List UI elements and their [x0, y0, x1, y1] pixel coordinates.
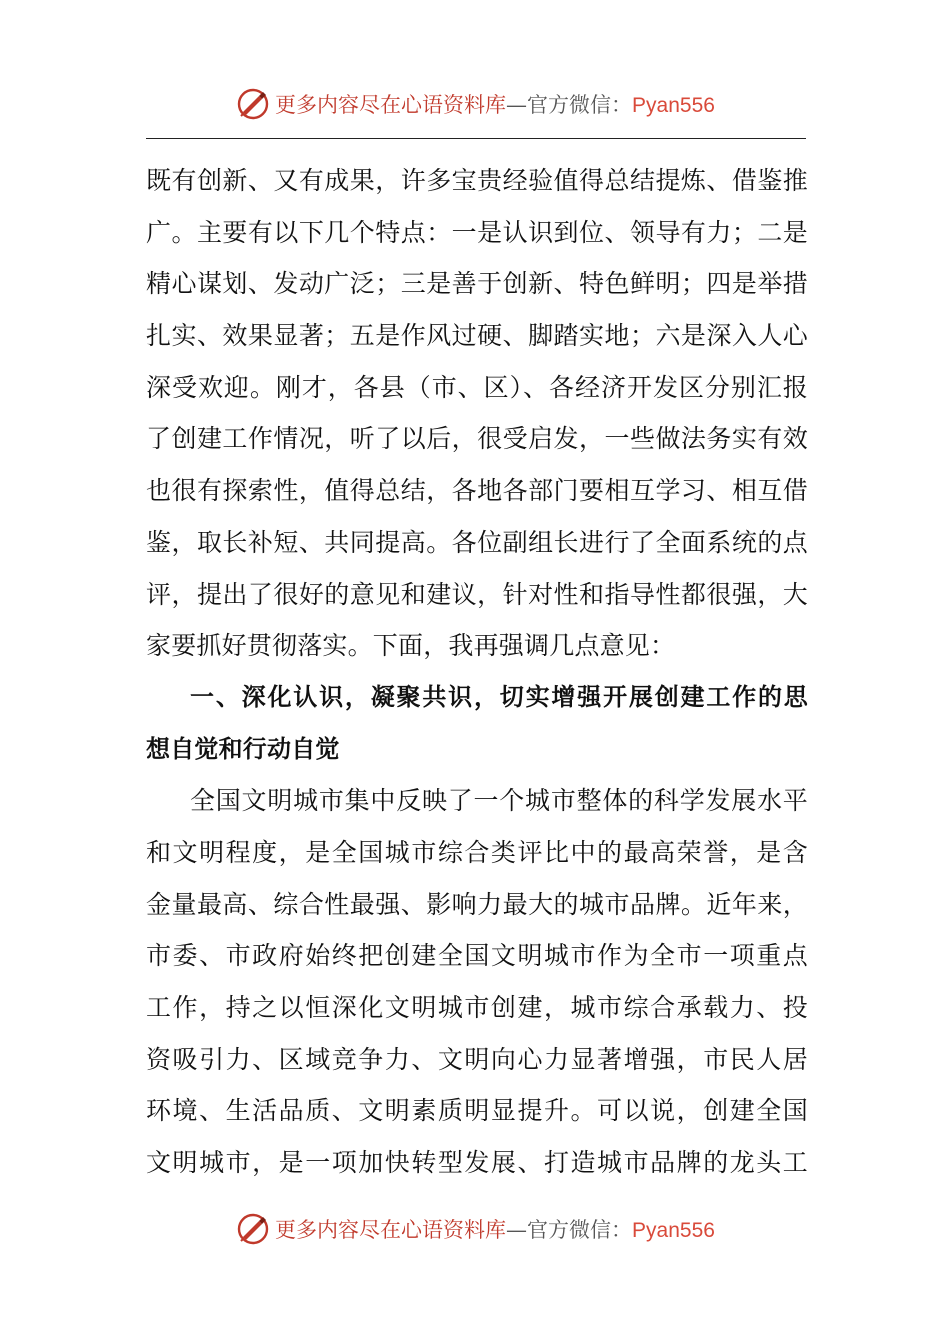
header-separator: — — [506, 93, 528, 117]
section-heading: 一、深化认识，凝聚共识，切实增强开展创建工作的思 — [190, 682, 808, 711]
section-heading: 想自觉和行动自觉 — [146, 734, 340, 763]
paragraph-line: 也很有探索性，值得总结，各地各部门要相互学习、相互借 — [146, 476, 808, 506]
footer-separator: — — [506, 1218, 528, 1242]
paragraph-line: 精心谋划、发动广泛；三是善于创新、特色鲜明；四是举措 — [146, 269, 808, 299]
paragraph-line: 广。主要有以下几个特点：一是认识到位、领导有力；二是 — [146, 217, 808, 247]
footer-wechat-label: 官方微信： — [527, 1218, 633, 1242]
paragraph-line: 资吸引力、区域竞争力、文明向心力显著增强，市民人居 — [146, 1044, 808, 1074]
document-body — [146, 155, 808, 1189]
pen-logo-icon — [235, 86, 271, 122]
paragraph-line: 环境、生活品质、文明素质明显提升。可以说，创建全国 — [146, 1096, 808, 1126]
paragraph-line: 全国文明城市集中反映了一个城市整体的科学发展水平 — [190, 786, 808, 816]
header-divider — [146, 138, 806, 139]
paragraph-line: 工作，持之以恒深化文明城市创建，城市综合承载力、投 — [146, 993, 808, 1022]
pen-logo-icon — [235, 1211, 271, 1247]
header-site-name: 更多内容尽在心语资料库 — [275, 93, 507, 117]
paragraph-line: 文明城市，是一项加快转型发展、打造城市品牌的龙头工 — [146, 1148, 808, 1178]
paragraph-line: 金量最高、综合性最强、影响力最大的城市品牌。近年来， — [146, 889, 808, 919]
footer-banner — [0, 1207, 950, 1251]
paragraph-line: 市委、市政府始终把创建全国文明城市作为全市一项重点 — [146, 941, 808, 971]
paragraph-line: 扎实、效果显著；五是作风过硬、脚踏实地；六是深入人心 — [146, 321, 808, 351]
paragraph-line: 鉴，取长补短、共同提高。各位副组长进行了全面系统的点 — [146, 527, 808, 557]
paragraph-line: 和文明程度，是全国城市综合类评比中的最高荣誉，是含 — [146, 837, 808, 867]
header-banner — [0, 82, 950, 126]
paragraph-line: 评，提出了很好的意见和建议，针对性和指导性都很强，大 — [146, 579, 808, 609]
footer-site-name: 更多内容尽在心语资料库 — [275, 1218, 507, 1242]
paragraph-line: 深受欢迎。刚才，各县（市、区）、各经济开发区分别汇报 — [146, 372, 808, 402]
header-wechat-handle: Pyan556 — [632, 94, 715, 117]
paragraph-line: 家要抓好贯彻落实。下面，我再强调几点意见： — [146, 631, 676, 661]
footer-wechat-handle: Pyan556 — [632, 1219, 715, 1242]
paragraph-line: 了创建工作情况，听了以后，很受启发，一些做法务实有效 — [146, 424, 808, 454]
header-wechat-label: 官方微信： — [527, 93, 633, 117]
paragraph-line: 既有创新、又有成果，许多宝贵经验值得总结提炼、借鉴推 — [146, 166, 808, 195]
